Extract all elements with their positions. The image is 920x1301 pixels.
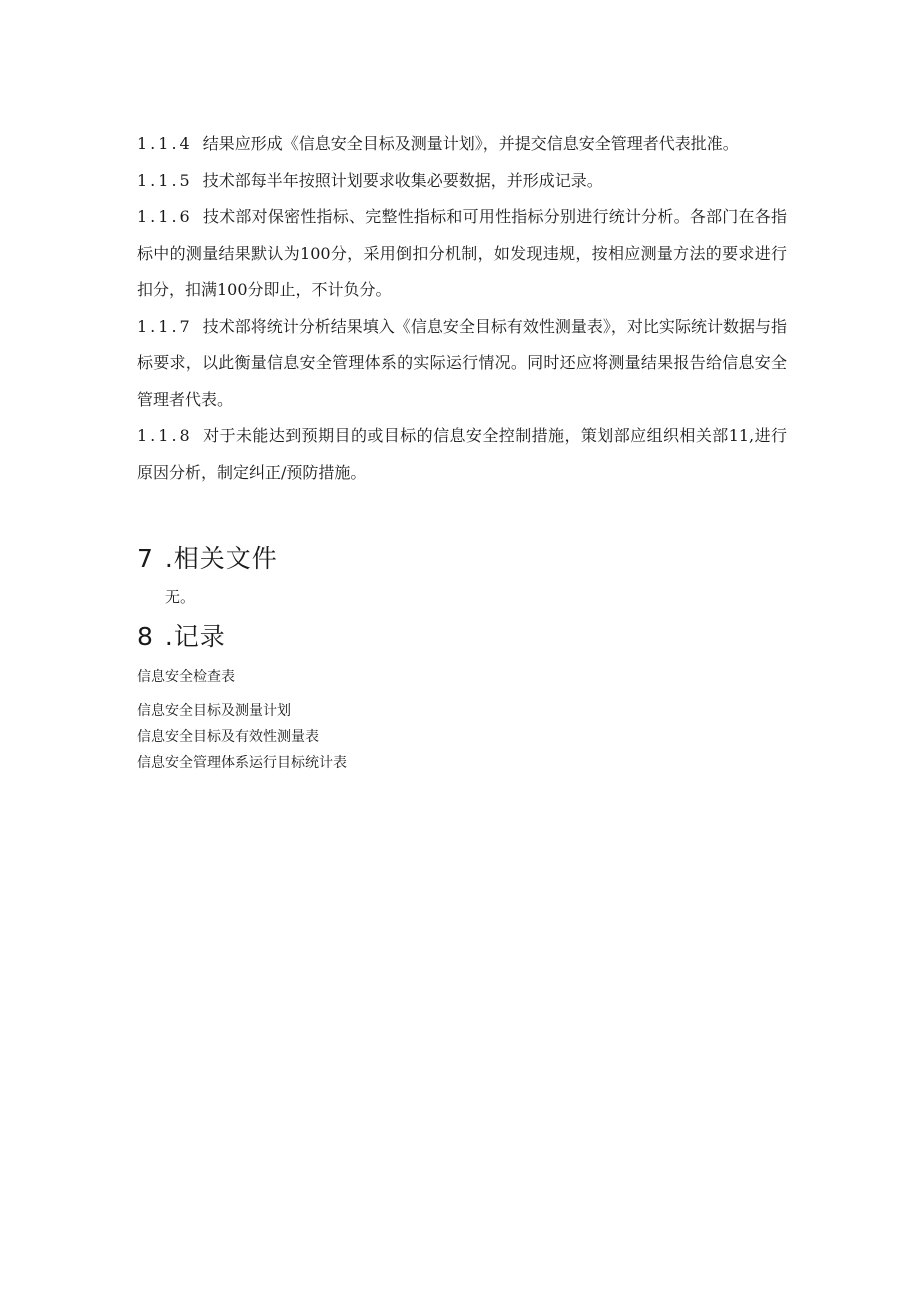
record-item: 信息安全目标及有效性测量表 — [137, 729, 319, 745]
section-title: .记录 — [164, 622, 226, 651]
paragraph-text: 技术部对保密性指标、完整性指标和可用性指标分别进行统计分析。各部门在各指标中的测量结果默认为100分，采用倒扣分机制，如发现违规，按相应测量方法的要求进行扣分，扣满100分即止，不计负分。 — [137, 207, 787, 299]
paragraph-1-1-7 — [137, 309, 787, 419]
paragraph-text: 对于未能达到预期目的或目标的信息安全控制措施，策划部应组织相关部11,进行原因分析，制定纠正/预防措施。 — [137, 426, 787, 482]
section-heading-related-documents — [137, 543, 787, 575]
paragraph-text: 技术部每半年按照计划要求收集必要数据，并形成记录。 — [202, 170, 603, 190]
section-heading-records — [137, 621, 787, 653]
paragraph-number: 1.1.4 — [137, 134, 193, 153]
record-item: 信息安全管理体系运行目标统计表 — [137, 755, 347, 771]
section-number: 8 — [137, 622, 154, 651]
document-content — [137, 126, 787, 776]
paragraph-1-1-5 — [137, 163, 787, 200]
record-item: 信息安全检查表 — [137, 669, 235, 685]
records-list — [137, 667, 787, 776]
paragraph-1-1-4 — [137, 126, 787, 163]
section-number: 7 — [137, 544, 154, 573]
paragraph-1-1-8 — [137, 418, 787, 491]
paragraph-number: 1.1.5 — [137, 170, 193, 190]
record-item: 信息安全目标及测量计划 — [137, 703, 291, 719]
paragraph-text: 结果应形成《信息安全目标及测量计划》，并提交信息安全管理者代表批准。 — [202, 134, 739, 153]
paragraph-1-1-6 — [137, 199, 787, 309]
paragraph-number: 1.1.6 — [137, 207, 193, 226]
paragraph-number: 1.1.8 — [137, 426, 193, 445]
paragraph-number: 1.1.7 — [137, 316, 193, 336]
section-title: .相关文件 — [164, 544, 278, 573]
related-documents-body: 无。 — [165, 588, 196, 606]
paragraph-text: 技术部将统计分析结果填入《信息安全目标有效性测量表》，对比实际统计数据与指标要求，以此衡量信息安全管理体系的实际运行情况。同时还应将测量结果报告给信息安全管理者代表。 — [137, 316, 787, 409]
